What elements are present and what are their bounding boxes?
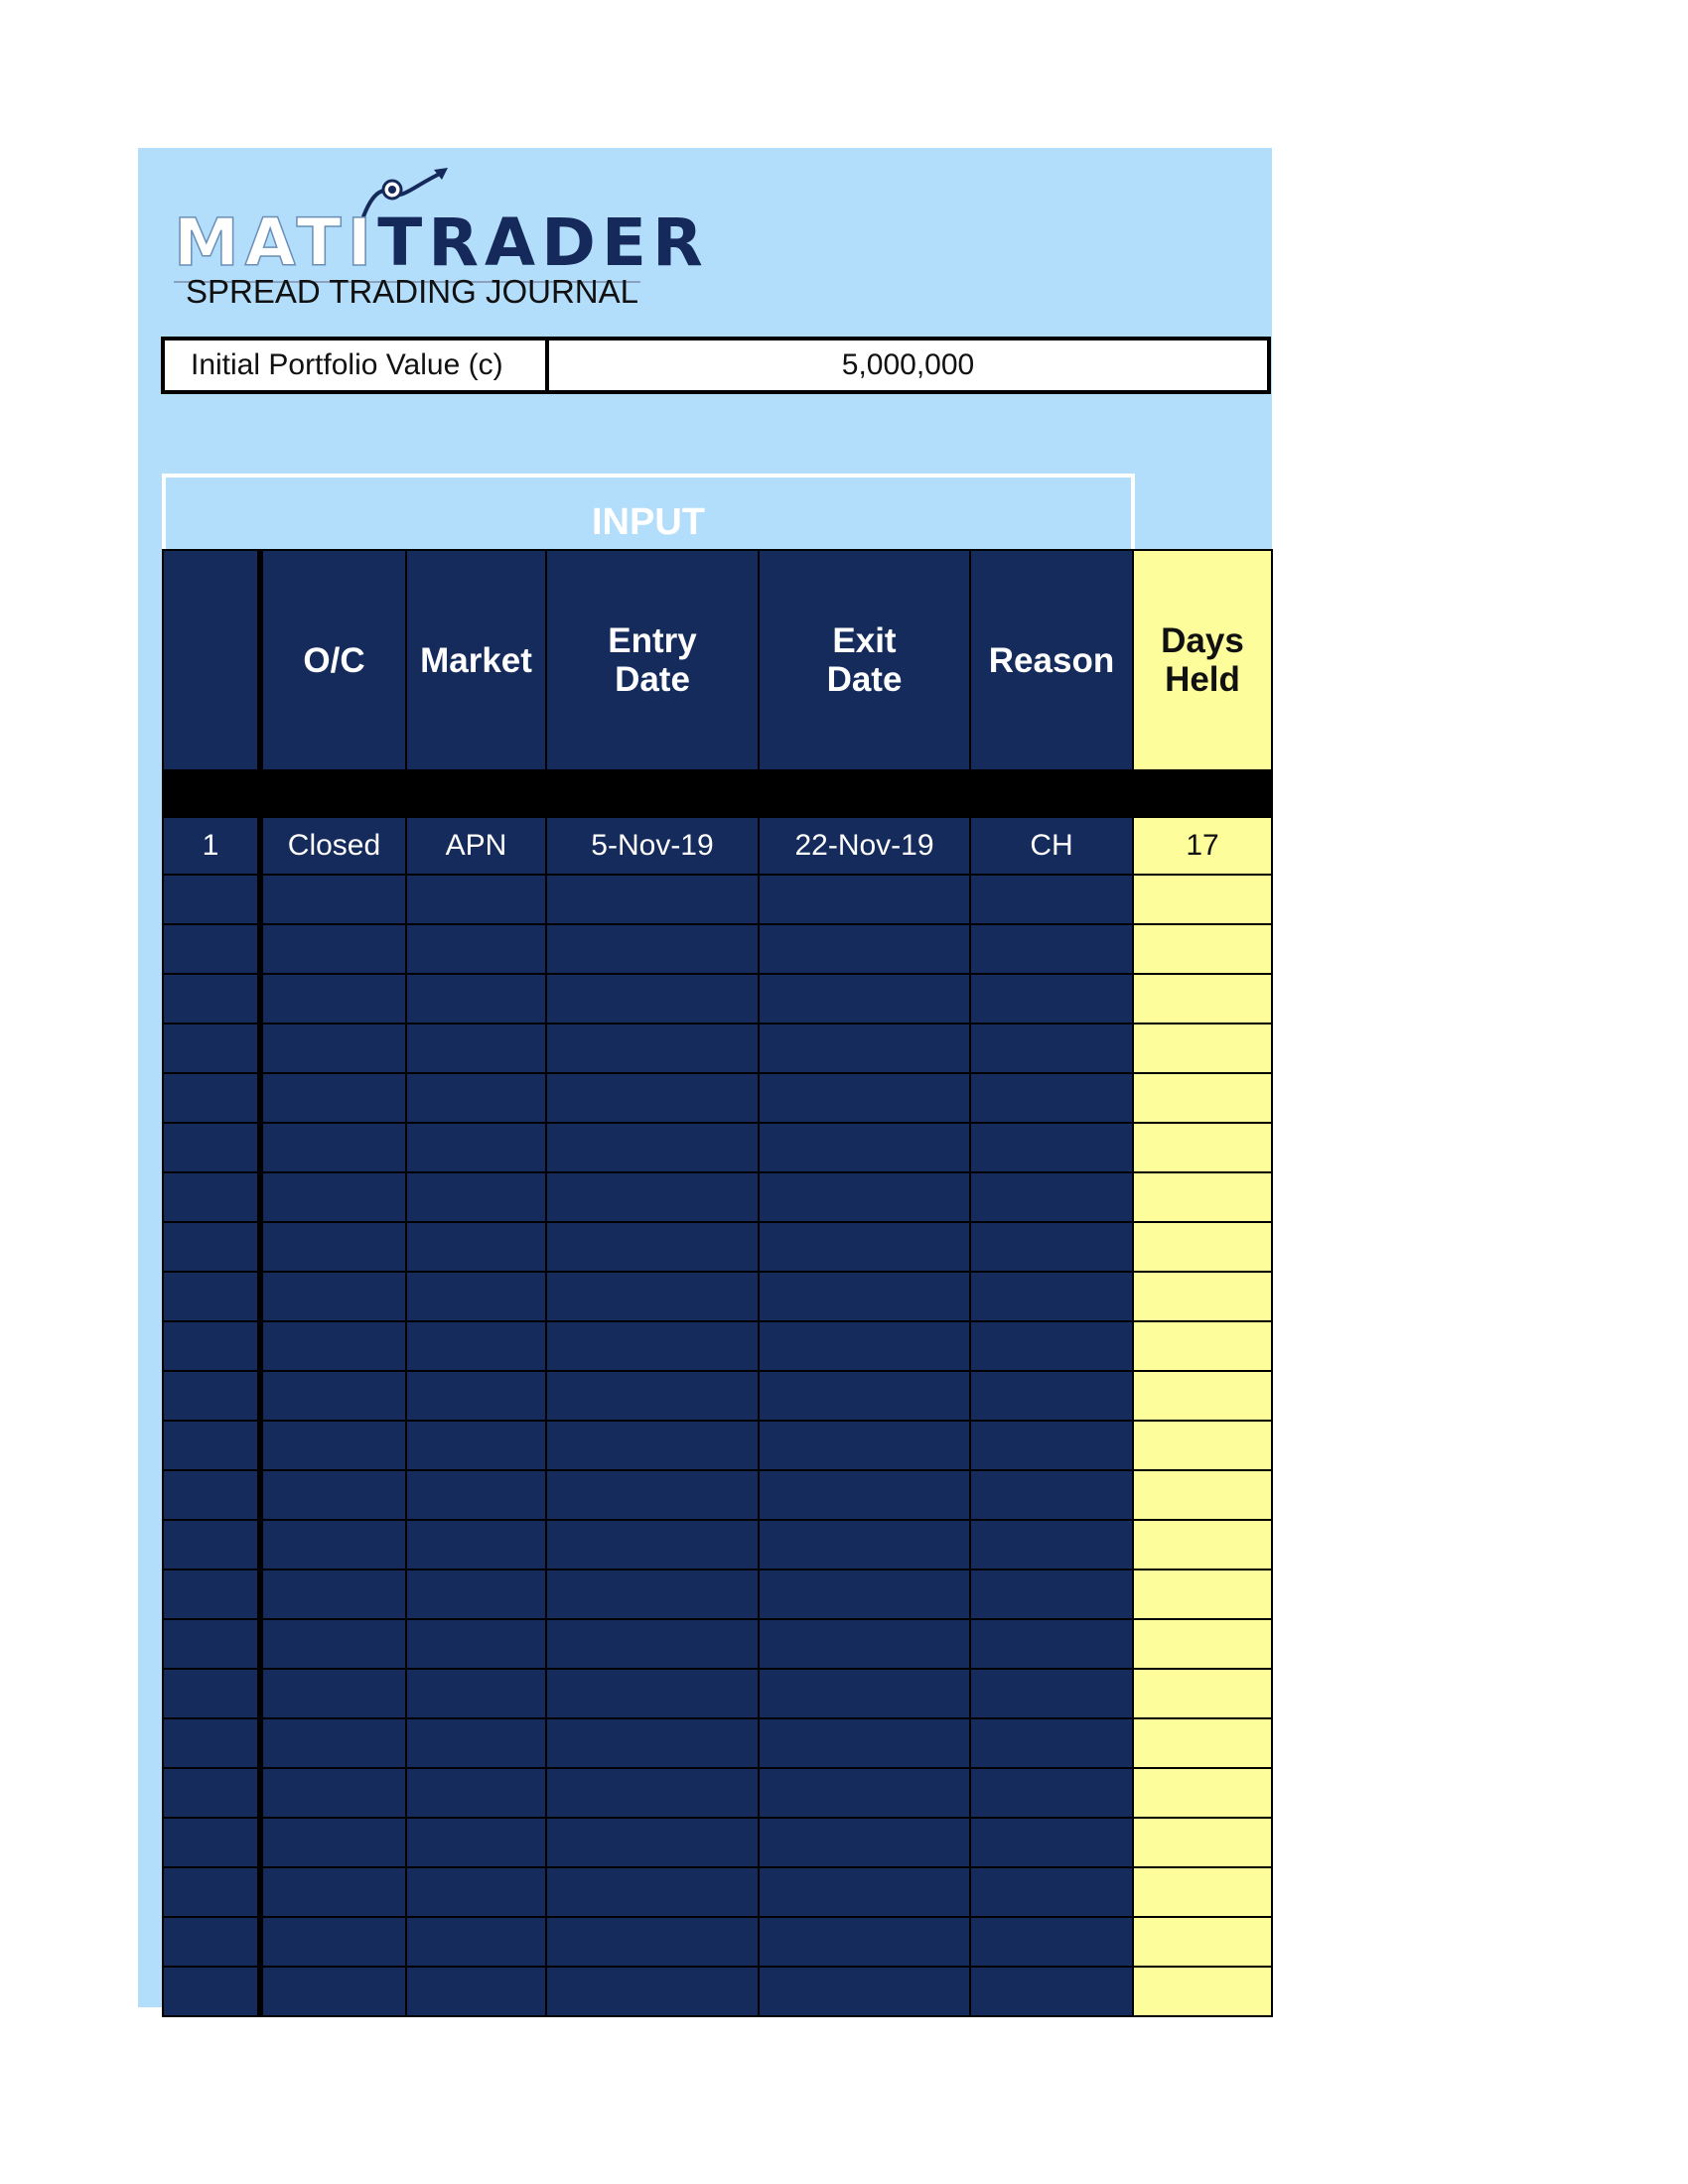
cell-trade-number[interactable]: 1 <box>163 817 260 875</box>
cell-oc[interactable] <box>260 1421 406 1470</box>
cell-market[interactable] <box>406 1669 546 1718</box>
table-row <box>163 974 1272 1024</box>
header-exit-date-text: Exit Date <box>826 621 903 699</box>
cell-days-held[interactable] <box>1133 1520 1272 1570</box>
separator-cell <box>163 770 260 817</box>
cell-trade-number[interactable] <box>163 1172 260 1222</box>
cell-days-held[interactable] <box>1133 1272 1272 1321</box>
header-oc: O/C <box>260 550 406 770</box>
cell-exit-date[interactable] <box>759 1172 970 1222</box>
cell-entry-date[interactable] <box>546 1123 759 1172</box>
separator-cell <box>546 770 759 817</box>
cell-days-held[interactable] <box>1133 1421 1272 1470</box>
cell-market[interactable] <box>406 875 546 924</box>
initial-portfolio-label: Initial Portfolio Value (c) <box>165 341 549 390</box>
header-reason: Reason <box>970 550 1133 770</box>
table-header-row <box>163 550 1272 770</box>
cell-reason[interactable] <box>970 1272 1133 1321</box>
cell-reason[interactable] <box>970 1917 1133 1967</box>
table-row <box>163 1123 1272 1172</box>
cell-trade-number[interactable] <box>163 1619 260 1669</box>
cell-reason[interactable] <box>970 1421 1133 1470</box>
cell-days-held[interactable] <box>1133 1669 1272 1718</box>
cell-reason[interactable] <box>970 1123 1133 1172</box>
table-row <box>163 1619 1272 1669</box>
cell-reason[interactable] <box>970 1073 1133 1123</box>
cell-reason[interactable] <box>970 1321 1133 1371</box>
header-trade-number <box>163 550 260 770</box>
cell-days-held[interactable] <box>1133 1024 1272 1073</box>
table-row <box>163 1073 1272 1123</box>
header-days-held-text: Days Held <box>1161 621 1244 699</box>
matitrader-logo <box>174 164 709 313</box>
cell-reason[interactable] <box>970 1768 1133 1818</box>
cell-market[interactable] <box>406 1520 546 1570</box>
cell-entry-date[interactable] <box>546 974 759 1024</box>
cell-trade-number[interactable] <box>163 1421 260 1470</box>
table-row <box>163 1718 1272 1768</box>
logo-subtitle: SPREAD TRADING JOURNAL <box>186 273 638 310</box>
cell-trade-number[interactable] <box>163 1917 260 1967</box>
cell-days-held[interactable] <box>1133 974 1272 1024</box>
separator-cell <box>1133 770 1272 817</box>
cell-entry-date[interactable] <box>546 1520 759 1570</box>
cell-exit-date[interactable] <box>759 1867 970 1917</box>
header-separator-row <box>163 770 1272 817</box>
cell-days-held[interactable] <box>1133 1967 1272 2016</box>
cell-trade-number[interactable] <box>163 1222 260 1272</box>
cell-entry-date[interactable]: 5-Nov-19 <box>546 817 759 875</box>
cell-market[interactable] <box>406 1123 546 1172</box>
cell-reason[interactable] <box>970 1172 1133 1222</box>
cell-exit-date[interactable]: 22-Nov-19 <box>759 817 970 875</box>
cell-entry-date[interactable] <box>546 1768 759 1818</box>
cell-entry-date[interactable] <box>546 1669 759 1718</box>
table-row <box>163 875 1272 924</box>
cell-trade-number[interactable] <box>163 1371 260 1421</box>
cell-entry-date[interactable] <box>546 1818 759 1867</box>
cell-market[interactable] <box>406 1470 546 1520</box>
cell-exit-date[interactable] <box>759 1718 970 1768</box>
table-row <box>163 1272 1272 1321</box>
cell-market[interactable] <box>406 1172 546 1222</box>
cell-market[interactable] <box>406 974 546 1024</box>
cell-entry-date[interactable] <box>546 1718 759 1768</box>
cell-exit-date[interactable] <box>759 1123 970 1172</box>
header-entry-date-text: Entry Date <box>608 621 697 699</box>
cell-days-held[interactable] <box>1133 1371 1272 1421</box>
cell-days-held[interactable] <box>1133 1867 1272 1917</box>
brand-wordmark <box>174 205 709 281</box>
cell-oc[interactable] <box>260 1470 406 1520</box>
cell-oc[interactable] <box>260 1669 406 1718</box>
table-row <box>163 1024 1272 1073</box>
cell-oc[interactable] <box>260 924 406 974</box>
cell-market[interactable] <box>406 1818 546 1867</box>
table-row <box>163 1917 1272 1967</box>
cell-oc[interactable] <box>260 1867 406 1917</box>
cell-days-held[interactable] <box>1133 924 1272 974</box>
cell-trade-number[interactable] <box>163 875 260 924</box>
cell-days-held[interactable] <box>1133 1718 1272 1768</box>
cell-oc[interactable] <box>260 1024 406 1073</box>
cell-exit-date[interactable] <box>759 1669 970 1718</box>
cell-exit-date[interactable] <box>759 1321 970 1371</box>
cell-trade-number[interactable] <box>163 1967 260 2016</box>
cell-trade-number[interactable] <box>163 1470 260 1520</box>
header-exit-date <box>759 550 970 770</box>
cell-entry-date[interactable] <box>546 1073 759 1123</box>
cell-oc[interactable] <box>260 1818 406 1867</box>
cell-market[interactable] <box>406 1024 546 1073</box>
cell-reason[interactable] <box>970 1818 1133 1867</box>
cell-market[interactable]: APN <box>406 817 546 875</box>
cell-oc[interactable] <box>260 1917 406 1967</box>
separator-cell <box>759 770 970 817</box>
cell-reason[interactable] <box>970 1570 1133 1619</box>
cell-entry-date[interactable] <box>546 1321 759 1371</box>
cell-days-held[interactable] <box>1133 1619 1272 1669</box>
table-row <box>163 1818 1272 1867</box>
cell-reason[interactable] <box>970 1470 1133 1520</box>
cell-entry-date[interactable] <box>546 924 759 974</box>
cell-oc[interactable] <box>260 1321 406 1371</box>
cell-market[interactable] <box>406 1321 546 1371</box>
cell-exit-date[interactable] <box>759 924 970 974</box>
cell-reason[interactable]: CH <box>970 817 1133 875</box>
cell-days-held[interactable] <box>1133 1768 1272 1818</box>
cell-market[interactable] <box>406 1867 546 1917</box>
cell-days-held[interactable] <box>1133 1123 1272 1172</box>
table-row <box>163 1421 1272 1470</box>
cell-exit-date[interactable] <box>759 1520 970 1570</box>
cell-days-held[interactable] <box>1133 1470 1272 1520</box>
cell-trade-number[interactable] <box>163 1718 260 1768</box>
cell-exit-date[interactable] <box>759 1768 970 1818</box>
header-market: Market <box>406 550 546 770</box>
cell-oc[interactable] <box>260 1520 406 1570</box>
cell-entry-date[interactable] <box>546 1024 759 1073</box>
cell-market[interactable] <box>406 1917 546 1967</box>
table-row <box>163 1520 1272 1570</box>
separator-cell <box>970 770 1133 817</box>
cell-market[interactable] <box>406 1371 546 1421</box>
cell-days-held[interactable] <box>1133 875 1272 924</box>
cell-oc[interactable]: Closed <box>260 817 406 875</box>
cell-trade-number[interactable] <box>163 1867 260 1917</box>
cell-trade-number[interactable] <box>163 1024 260 1073</box>
cell-entry-date[interactable] <box>546 1470 759 1520</box>
cell-reason[interactable] <box>970 1371 1133 1421</box>
cell-oc[interactable] <box>260 1172 406 1222</box>
cell-trade-number[interactable] <box>163 1073 260 1123</box>
trade-journal-table <box>162 549 1273 2017</box>
cell-exit-date[interactable] <box>759 1024 970 1073</box>
cell-reason[interactable] <box>970 1867 1133 1917</box>
cell-reason[interactable] <box>970 1520 1133 1570</box>
cell-oc[interactable] <box>260 1272 406 1321</box>
cell-days-held[interactable] <box>1133 1570 1272 1619</box>
cell-days-held[interactable] <box>1133 1073 1272 1123</box>
cell-exit-date[interactable] <box>759 1917 970 1967</box>
cell-reason[interactable] <box>970 974 1133 1024</box>
cell-days-held[interactable] <box>1133 1321 1272 1371</box>
cell-entry-date[interactable] <box>546 1272 759 1321</box>
cell-entry-date[interactable] <box>546 875 759 924</box>
cell-reason[interactable] <box>970 1669 1133 1718</box>
cell-days-held[interactable] <box>1133 1818 1272 1867</box>
table-row <box>163 924 1272 974</box>
cell-entry-date[interactable] <box>546 1172 759 1222</box>
cell-entry-date[interactable] <box>546 1917 759 1967</box>
initial-portfolio-value-cell[interactable]: 5,000,000 <box>841 348 975 381</box>
cell-reason[interactable] <box>970 1024 1133 1073</box>
cell-market[interactable] <box>406 1768 546 1818</box>
cell-entry-date[interactable] <box>546 1619 759 1669</box>
cell-reason[interactable] <box>970 1619 1133 1669</box>
cell-exit-date[interactable] <box>759 1470 970 1520</box>
cell-trade-number[interactable] <box>163 1520 260 1570</box>
cell-days-held[interactable]: 17 <box>1133 817 1272 875</box>
cell-market[interactable] <box>406 924 546 974</box>
cell-exit-date[interactable] <box>759 875 970 924</box>
cell-oc[interactable] <box>260 1619 406 1669</box>
cell-oc[interactable] <box>260 1123 406 1172</box>
header-entry-date <box>546 550 759 770</box>
table-row <box>163 817 1272 875</box>
cell-oc[interactable] <box>260 974 406 1024</box>
cell-market[interactable] <box>406 1570 546 1619</box>
cell-market[interactable] <box>406 1619 546 1669</box>
cell-market[interactable] <box>406 1073 546 1123</box>
cell-trade-number[interactable] <box>163 974 260 1024</box>
cell-oc[interactable] <box>260 875 406 924</box>
cell-exit-date[interactable] <box>759 1967 970 2016</box>
table-row <box>163 1172 1272 1222</box>
cell-oc[interactable] <box>260 1073 406 1123</box>
table-row <box>163 1867 1272 1917</box>
cell-trade-number[interactable] <box>163 1768 260 1818</box>
cell-market[interactable] <box>406 1222 546 1272</box>
cell-reason[interactable] <box>970 1718 1133 1768</box>
cell-oc[interactable] <box>260 1570 406 1619</box>
cell-exit-date[interactable] <box>759 1371 970 1421</box>
cell-reason[interactable] <box>970 875 1133 924</box>
cell-days-held[interactable] <box>1133 1222 1272 1272</box>
input-section-header <box>162 474 1135 551</box>
table-row <box>163 1967 1272 2016</box>
cell-reason[interactable] <box>970 1967 1133 2016</box>
cell-trade-number[interactable] <box>163 1123 260 1172</box>
cell-oc[interactable] <box>260 1768 406 1818</box>
cell-exit-date[interactable] <box>759 1421 970 1470</box>
cell-exit-date[interactable] <box>759 1222 970 1272</box>
separator-cell <box>406 770 546 817</box>
cell-exit-date[interactable] <box>759 1570 970 1619</box>
cell-entry-date[interactable] <box>546 1570 759 1619</box>
cell-reason[interactable] <box>970 1222 1133 1272</box>
table-row <box>163 1321 1272 1371</box>
cell-oc[interactable] <box>260 1222 406 1272</box>
cell-trade-number[interactable] <box>163 1818 260 1867</box>
cell-entry-date[interactable] <box>546 1371 759 1421</box>
header-days-held <box>1133 550 1272 770</box>
cell-exit-date[interactable] <box>759 1818 970 1867</box>
cell-days-held[interactable] <box>1133 1917 1272 1967</box>
table-row <box>163 1768 1272 1818</box>
table-row <box>163 1222 1272 1272</box>
cell-trade-number[interactable] <box>163 1272 260 1321</box>
cell-days-held[interactable] <box>1133 1172 1272 1222</box>
cell-trade-number[interactable] <box>163 924 260 974</box>
cell-oc[interactable] <box>260 1371 406 1421</box>
cell-entry-date[interactable] <box>546 1867 759 1917</box>
cell-exit-date[interactable] <box>759 1073 970 1123</box>
cell-exit-date[interactable] <box>759 1619 970 1669</box>
initial-portfolio-row <box>161 337 1271 394</box>
cell-market[interactable] <box>406 1967 546 2016</box>
cell-oc[interactable] <box>260 1718 406 1768</box>
table-row <box>163 1669 1272 1718</box>
input-section-title: INPUT <box>592 501 705 543</box>
cell-market[interactable] <box>406 1421 546 1470</box>
cell-market[interactable] <box>406 1718 546 1768</box>
cell-entry-date[interactable] <box>546 1222 759 1272</box>
cell-market[interactable] <box>406 1272 546 1321</box>
brand-part-trader: TRADER <box>377 205 709 281</box>
cell-trade-number[interactable] <box>163 1321 260 1371</box>
brand-part-mati: MATI <box>174 205 378 281</box>
table-row <box>163 1570 1272 1619</box>
cell-trade-number[interactable] <box>163 1669 260 1718</box>
cell-exit-date[interactable] <box>759 974 970 1024</box>
cell-oc[interactable] <box>260 1967 406 2016</box>
cell-trade-number[interactable] <box>163 1570 260 1619</box>
cell-entry-date[interactable] <box>546 1421 759 1470</box>
table-row <box>163 1470 1272 1520</box>
separator-cell <box>260 770 406 817</box>
cell-reason[interactable] <box>970 924 1133 974</box>
table-row <box>163 1371 1272 1421</box>
cell-entry-date[interactable] <box>546 1967 759 2016</box>
cell-exit-date[interactable] <box>759 1272 970 1321</box>
